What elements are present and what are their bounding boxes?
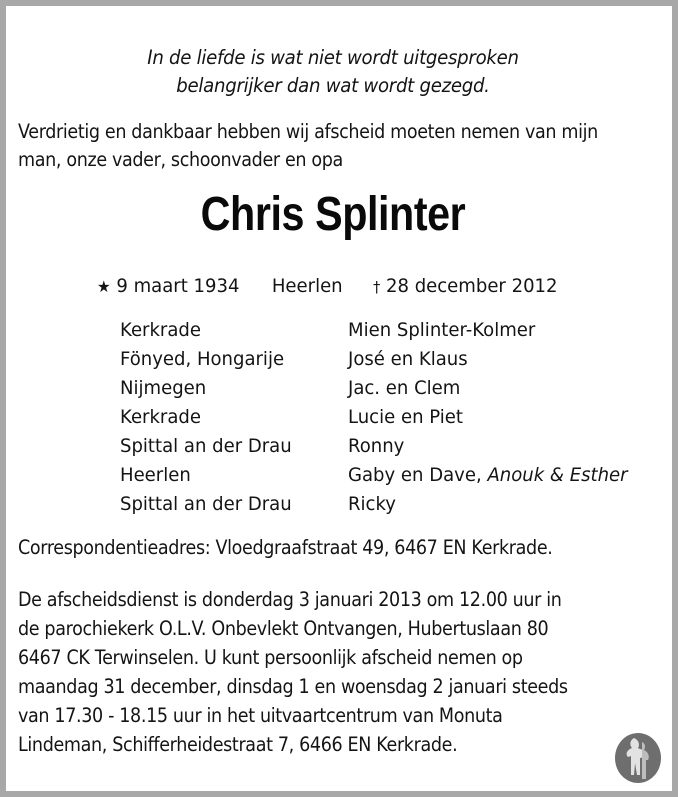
family-place: Kerkrade	[120, 319, 201, 341]
service-line: Lindeman, Schifferheidestraat 7, 6466 EN Kerkrade.	[18, 733, 458, 756]
grandchildren-names: Anouk & Esther	[487, 464, 628, 486]
service-line: de parochiekerk O.L.V. Onbevlekt Ontvangen, Hubertuslaan 80	[18, 617, 549, 640]
birth-date: 9 maart 1934	[116, 275, 240, 297]
cross-icon: †	[373, 278, 381, 296]
family-row	[120, 374, 642, 403]
family-place: Nijmegen	[120, 377, 207, 399]
family-row	[120, 490, 642, 519]
family-names: Lucie en Piet	[348, 406, 463, 428]
service-line: De afscheidsdienst is donderdag 3 januari 2013 om 12.00 uur in	[18, 588, 562, 611]
family-place: Spittal an der Drau	[120, 435, 292, 457]
correspondence-address: Correspondentieadres: Vloedgraafstraat 49, 6467 EN Kerkrade.	[18, 536, 553, 559]
family-names: Gaby en Dave, Anouk & Esther	[348, 464, 628, 486]
family-names: Mien Splinter-Kolmer	[348, 319, 536, 341]
family-place: Fönyed, Hongarije	[120, 348, 285, 370]
service-line: 6467 CK Terwinselen. U kunt persoonlijk afscheid nemen op	[18, 646, 523, 669]
family-place: Spittal an der Drau	[120, 493, 292, 515]
intro-text	[18, 118, 612, 174]
family-names: José en Klaus	[348, 348, 468, 370]
family-names: Ronny	[348, 435, 405, 457]
motto-line-1: In de liefde is wat niet wordt uitgesproken	[147, 46, 519, 69]
service-line: van 17.30 - 18.15 uur in het uitvaartcentrum van Monuta	[18, 704, 503, 727]
family-list	[120, 316, 642, 519]
family-row	[120, 403, 642, 432]
family-names: Jac. en Clem	[348, 377, 461, 399]
place: Heerlen	[271, 275, 343, 297]
family-row	[120, 432, 642, 461]
life-dates	[97, 272, 558, 301]
family-row	[120, 461, 642, 490]
family-place: Heerlen	[120, 464, 191, 486]
family-row	[120, 316, 642, 345]
deceased-name: Chris Splinter	[200, 188, 466, 241]
motto-quote	[23, 44, 642, 100]
family-place: Kerkrade	[120, 406, 201, 428]
star-icon: ★	[97, 277, 111, 296]
motto-line-2: belangrijker dan wat wordt gezegd.	[176, 74, 490, 97]
intro-line-2: man, onze vader, schoonvader en opa	[18, 148, 343, 171]
family-names: Ricky	[348, 493, 396, 515]
death-date: 28 december 2012	[385, 275, 558, 297]
intro-line-1: Verdrietig en dankbaar hebben wij afscheid moeten nemen van mijn	[18, 120, 598, 143]
service-line: maandag 31 december, dinsdag 1 en woensdag 2 januari steeds	[18, 675, 568, 698]
monuta-embrace-logo-icon	[614, 732, 662, 784]
family-row	[120, 345, 642, 374]
service-details	[18, 585, 648, 759]
